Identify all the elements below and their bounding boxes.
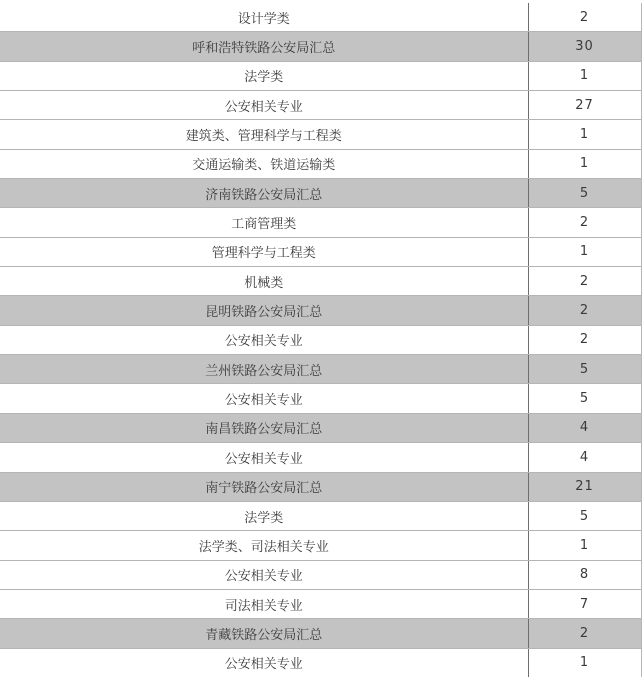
count-cell[interactable]: 1 bbox=[528, 237, 641, 266]
category-cell[interactable]: 机械类 bbox=[0, 267, 528, 296]
summary-row bbox=[0, 32, 641, 61]
table-row bbox=[0, 589, 641, 618]
summary-row bbox=[0, 355, 641, 384]
table-row bbox=[0, 61, 641, 90]
count-cell[interactable]: 2 bbox=[528, 208, 641, 237]
category-cell[interactable]: 昆明铁路公安局汇总 bbox=[0, 296, 528, 325]
table-row bbox=[0, 149, 641, 178]
table-row bbox=[0, 208, 641, 237]
table-row bbox=[0, 384, 641, 413]
count-cell[interactable]: 21 bbox=[528, 472, 641, 501]
count-cell[interactable]: 1 bbox=[528, 120, 641, 149]
count-cell[interactable]: 2 bbox=[528, 296, 641, 325]
summary-row bbox=[0, 179, 641, 208]
category-cell[interactable]: 公安相关专业 bbox=[0, 443, 528, 472]
table-row bbox=[0, 120, 641, 149]
category-cell[interactable]: 设计学类 bbox=[0, 3, 528, 32]
category-cell[interactable]: 公安相关专业 bbox=[0, 91, 528, 120]
count-cell[interactable]: 27 bbox=[528, 91, 641, 120]
summary-row bbox=[0, 296, 641, 325]
category-cell[interactable]: 法学类、司法相关专业 bbox=[0, 531, 528, 560]
count-cell[interactable]: 2 bbox=[528, 325, 641, 354]
table-row bbox=[0, 237, 641, 266]
count-cell[interactable]: 2 bbox=[528, 619, 641, 648]
category-cell[interactable]: 兰州铁路公安局汇总 bbox=[0, 355, 528, 384]
count-cell[interactable]: 4 bbox=[528, 413, 641, 442]
category-cell[interactable]: 公安相关专业 bbox=[0, 325, 528, 354]
count-cell[interactable]: 7 bbox=[528, 589, 641, 618]
count-cell[interactable]: 1 bbox=[528, 149, 641, 178]
count-cell[interactable]: 1 bbox=[528, 61, 641, 90]
count-cell[interactable]: 1 bbox=[528, 531, 641, 560]
count-cell[interactable]: 2 bbox=[528, 3, 641, 32]
table-row bbox=[0, 648, 641, 677]
summary-row bbox=[0, 472, 641, 501]
category-cell[interactable]: 南昌铁路公安局汇总 bbox=[0, 413, 528, 442]
category-cell[interactable]: 工商管理类 bbox=[0, 208, 528, 237]
category-cell[interactable]: 南宁铁路公安局汇总 bbox=[0, 472, 528, 501]
category-cell[interactable]: 法学类 bbox=[0, 61, 528, 90]
count-cell[interactable]: 5 bbox=[528, 384, 641, 413]
table-row bbox=[0, 267, 641, 296]
category-cell[interactable]: 司法相关专业 bbox=[0, 589, 528, 618]
table-row bbox=[0, 501, 641, 530]
count-cell[interactable]: 2 bbox=[528, 267, 641, 296]
category-cell[interactable]: 法学类 bbox=[0, 501, 528, 530]
category-cell[interactable]: 建筑类、管理科学与工程类 bbox=[0, 120, 528, 149]
table-row bbox=[0, 560, 641, 589]
summary-row bbox=[0, 413, 641, 442]
table-row bbox=[0, 531, 641, 560]
category-cell[interactable]: 公安相关专业 bbox=[0, 560, 528, 589]
table-row bbox=[0, 443, 641, 472]
category-cell[interactable]: 交通运输类、铁道运输类 bbox=[0, 149, 528, 178]
category-cell[interactable]: 济南铁路公安局汇总 bbox=[0, 179, 528, 208]
count-cell[interactable]: 8 bbox=[528, 560, 641, 589]
table-body bbox=[0, 3, 641, 677]
table-row bbox=[0, 3, 641, 32]
count-cell[interactable]: 5 bbox=[528, 355, 641, 384]
category-cell[interactable]: 公安相关专业 bbox=[0, 384, 528, 413]
category-cell[interactable]: 管理科学与工程类 bbox=[0, 237, 528, 266]
category-cell[interactable]: 呼和浩特铁路公安局汇总 bbox=[0, 32, 528, 61]
table-row bbox=[0, 91, 641, 120]
count-cell[interactable]: 5 bbox=[528, 179, 641, 208]
category-cell[interactable]: 公安相关专业 bbox=[0, 648, 528, 677]
count-cell[interactable]: 5 bbox=[528, 501, 641, 530]
count-cell[interactable]: 1 bbox=[528, 648, 641, 677]
count-cell[interactable]: 4 bbox=[528, 443, 641, 472]
count-cell[interactable]: 30 bbox=[528, 32, 641, 61]
category-cell[interactable]: 青藏铁路公安局汇总 bbox=[0, 619, 528, 648]
data-table bbox=[0, 3, 642, 677]
table-row bbox=[0, 325, 641, 354]
summary-row bbox=[0, 619, 641, 648]
